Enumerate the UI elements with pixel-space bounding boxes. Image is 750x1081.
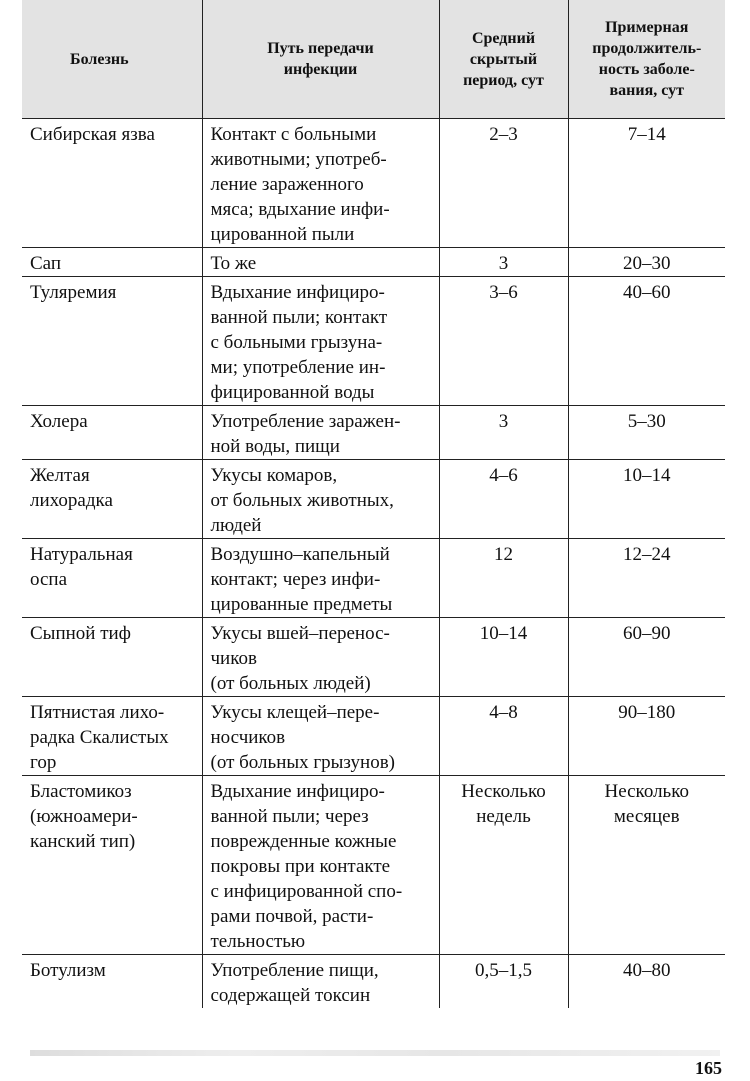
cell-duration: 12–24 bbox=[568, 539, 725, 618]
cell-disease: Пятнистая лихо- радка Скалистых гор bbox=[22, 697, 202, 776]
cell-duration: 40–60 bbox=[568, 277, 725, 406]
cell-disease: Бластомикоз (южноамери- канский тип) bbox=[22, 776, 202, 955]
cell-duration: 20–30 bbox=[568, 248, 725, 277]
cell-transmission: Укусы комаров, от больных животных, людей bbox=[202, 460, 439, 539]
cell-transmission: Употребление заражен- ной воды, пищи bbox=[202, 406, 439, 460]
cell-transmission: Контакт с больными животными; употреб- ление зараженного мяса; вдыхание инфи- цированной пыли bbox=[202, 119, 439, 248]
cell-duration: Несколько месяцев bbox=[568, 776, 725, 955]
cell-latent-period: 3 bbox=[439, 248, 568, 277]
table-body bbox=[22, 119, 725, 1009]
cell-latent-period: 4–8 bbox=[439, 697, 568, 776]
header-duration: Примерная продолжитель- ность заболе- вания, сут bbox=[568, 0, 725, 119]
cell-transmission: Укусы клещей–пере- носчиков (от больных грызунов) bbox=[202, 697, 439, 776]
page-number: 165 bbox=[695, 1058, 722, 1078]
cell-latent-period: 3–6 bbox=[439, 277, 568, 406]
cell-latent-period: 0,5–1,5 bbox=[439, 955, 568, 1009]
cell-duration: 40–80 bbox=[568, 955, 725, 1009]
header-latent-period: Средний скрытый период, сут bbox=[439, 0, 568, 119]
table-row bbox=[22, 119, 725, 248]
cell-latent-period: 3 bbox=[439, 406, 568, 460]
table-row bbox=[22, 618, 725, 697]
cell-disease: Натуральная оспа bbox=[22, 539, 202, 618]
cell-duration: 60–90 bbox=[568, 618, 725, 697]
cell-latent-period: 4–6 bbox=[439, 460, 568, 539]
cell-latent-period: 2–3 bbox=[439, 119, 568, 248]
cell-transmission: Воздушно–капельный контакт; через инфи- цированные предметы bbox=[202, 539, 439, 618]
cell-transmission: Вдыхание инфициро- ванной пыли; контакт с больными грызуна- ми; употребление ин- фицированной воды bbox=[202, 277, 439, 406]
table-row bbox=[22, 248, 725, 277]
cell-duration: 7–14 bbox=[568, 119, 725, 248]
table-row bbox=[22, 277, 725, 406]
table-row bbox=[22, 776, 725, 955]
disease-table bbox=[22, 0, 725, 1008]
table-row bbox=[22, 539, 725, 618]
table-row bbox=[22, 697, 725, 776]
cell-disease: Сибирская язва bbox=[22, 119, 202, 248]
cell-disease: Сыпной тиф bbox=[22, 618, 202, 697]
header-disease: Болезнь bbox=[22, 0, 202, 119]
cell-duration: 10–14 bbox=[568, 460, 725, 539]
cell-transmission: Вдыхание инфициро- ванной пыли; через поврежденные кожные покровы при контакте с инфицированной спо- рами почвой, расти- тельностью bbox=[202, 776, 439, 955]
table-row bbox=[22, 406, 725, 460]
cell-transmission: То же bbox=[202, 248, 439, 277]
cell-disease: Сап bbox=[22, 248, 202, 277]
cell-disease: Туляремия bbox=[22, 277, 202, 406]
cell-latent-period: Несколько недель bbox=[439, 776, 568, 955]
cell-transmission: Употребление пищи, содержащей токсин bbox=[202, 955, 439, 1009]
table-header bbox=[22, 0, 725, 119]
cell-latent-period: 10–14 bbox=[439, 618, 568, 697]
cell-disease: Желтая лихорадка bbox=[22, 460, 202, 539]
cell-duration: 90–180 bbox=[568, 697, 725, 776]
table-row bbox=[22, 955, 725, 1009]
scan-edge-band bbox=[30, 1050, 720, 1056]
table-row bbox=[22, 460, 725, 539]
cell-latent-period: 12 bbox=[439, 539, 568, 618]
cell-disease: Холера bbox=[22, 406, 202, 460]
cell-transmission: Укусы вшей–перенос- чиков (от больных людей) bbox=[202, 618, 439, 697]
header-transmission: Путь передачи инфекции bbox=[202, 0, 439, 119]
cell-duration: 5–30 bbox=[568, 406, 725, 460]
cell-disease: Ботулизм bbox=[22, 955, 202, 1009]
